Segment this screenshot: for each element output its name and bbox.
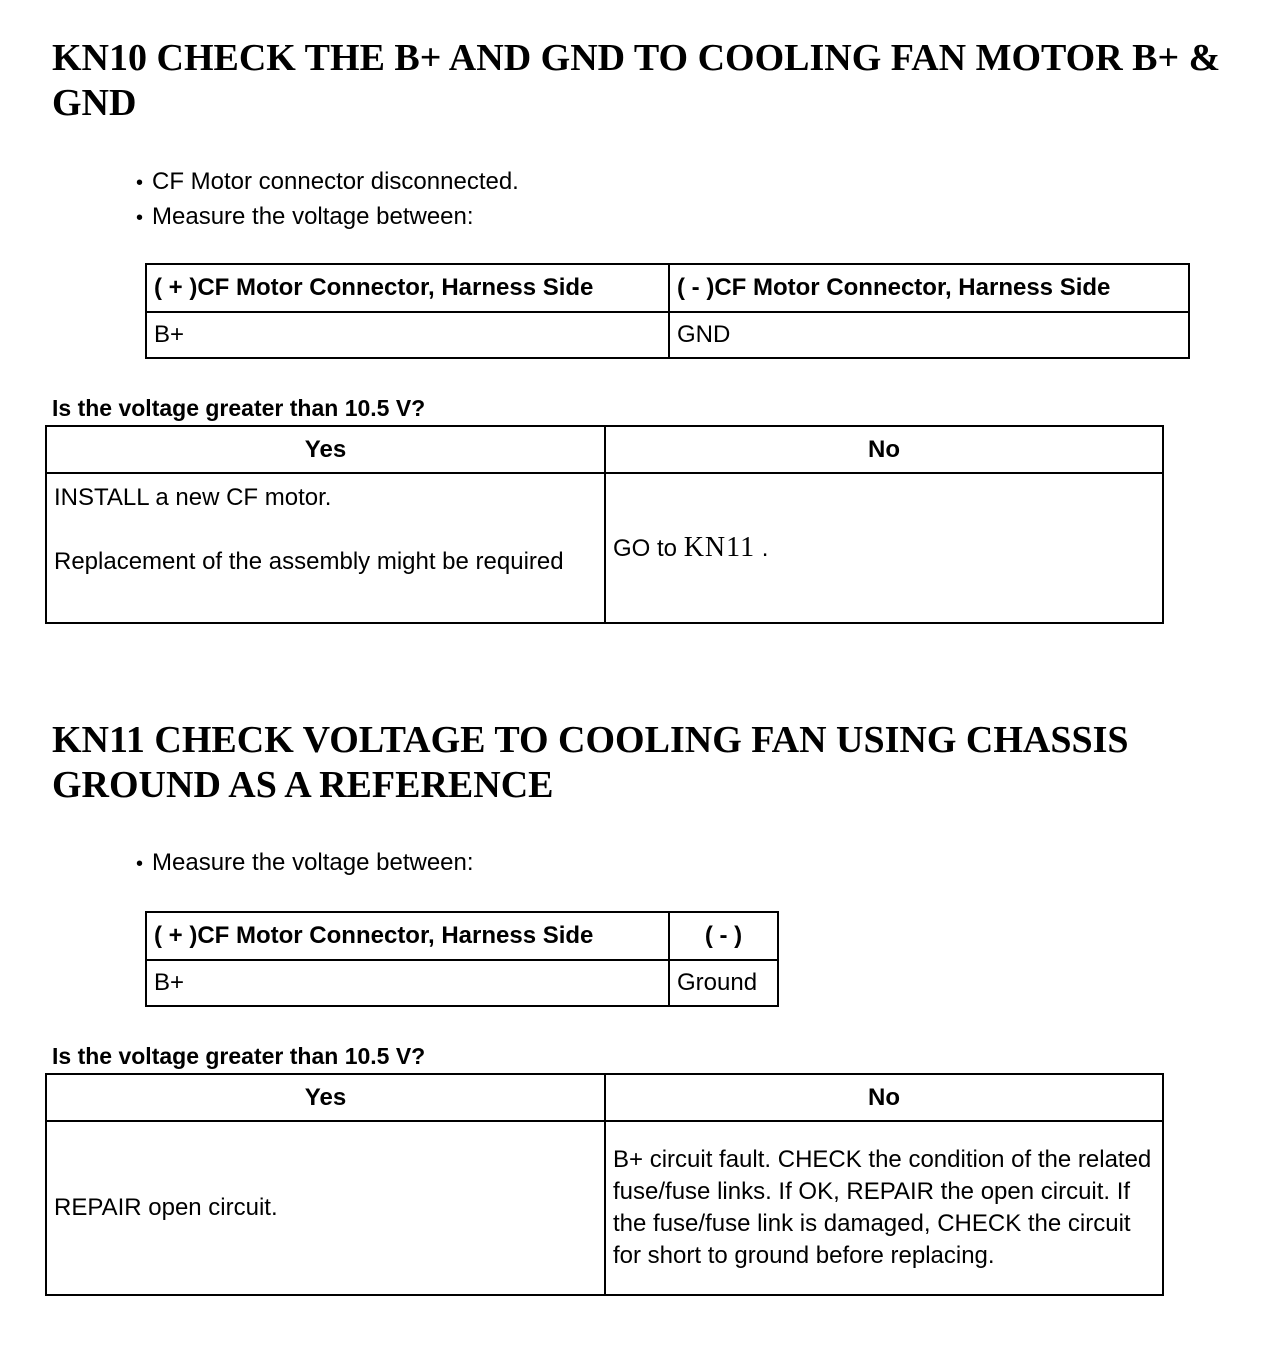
kn10-bullet-list: [136, 165, 519, 235]
plus-cell: B+: [146, 312, 669, 358]
table-row: [46, 473, 1163, 623]
kn10-measure-table: [145, 263, 1190, 359]
kn10-heading: KN10 CHECK THE B+ AND GND TO COOLING FAN MOTOR B+ & GND: [52, 37, 1221, 124]
yes-cell: [46, 473, 605, 623]
minus-column-header: ( - ): [669, 912, 778, 960]
plus-column-header: ( + )CF Motor Connector, Harness Side: [146, 264, 669, 312]
kn11-link[interactable]: KN11: [683, 531, 756, 563]
table-header-row: [146, 912, 778, 960]
table-row: [146, 312, 1189, 358]
no-header: No: [605, 1074, 1163, 1121]
kn11-result-table: [45, 1073, 1164, 1296]
no-header: No: [605, 426, 1163, 473]
no-prefix: GO to: [613, 534, 684, 562]
yes-cell: REPAIR open circuit.: [46, 1121, 605, 1295]
kn10-question: Is the voltage greater than 10.5 V?: [52, 395, 426, 421]
table-header-row: [146, 264, 1189, 312]
yes-header: Yes: [46, 1074, 605, 1121]
minus-column-header: ( - )CF Motor Connector, Harness Side: [669, 264, 1189, 312]
kn11-bullet-list: [136, 846, 474, 881]
kn11-question: Is the voltage greater than 10.5 V?: [52, 1043, 426, 1069]
no-cell: [605, 473, 1163, 623]
list-item: • Measure the voltage between:: [136, 200, 519, 235]
no-suffix: .: [755, 534, 769, 562]
list-item: • Measure the voltage between:: [136, 846, 474, 881]
minus-cell: Ground: [669, 960, 778, 1006]
yes-line-1: INSTALL a new CF motor.: [54, 484, 332, 511]
list-item: • CF Motor connector disconnected.: [136, 165, 519, 200]
table-header-row: [46, 1074, 1163, 1121]
minus-cell: GND: [669, 312, 1189, 358]
plus-cell: B+: [146, 960, 669, 1006]
kn10-result-table: [45, 425, 1164, 624]
no-cell: B+ circuit fault. CHECK the condition of the related fuse/fuse links. If OK, REPAIR the open circuit. If the fuse/fuse link is damaged, CHECK the circuit for short to ground before replacing.: [605, 1121, 1163, 1295]
plus-column-header: ( + )CF Motor Connector, Harness Side: [146, 912, 669, 960]
kn11-measure-table: [145, 911, 779, 1007]
yes-line-2: Replacement of the assembly might be required: [54, 548, 564, 575]
kn11-heading: KN11 CHECK VOLTAGE TO COOLING FAN USING CHASSIS GROUND AS A REFERENCE: [52, 719, 1129, 806]
yes-header: Yes: [46, 426, 605, 473]
table-row: [46, 1121, 1163, 1295]
table-header-row: [46, 426, 1163, 473]
table-row: [146, 960, 778, 1006]
